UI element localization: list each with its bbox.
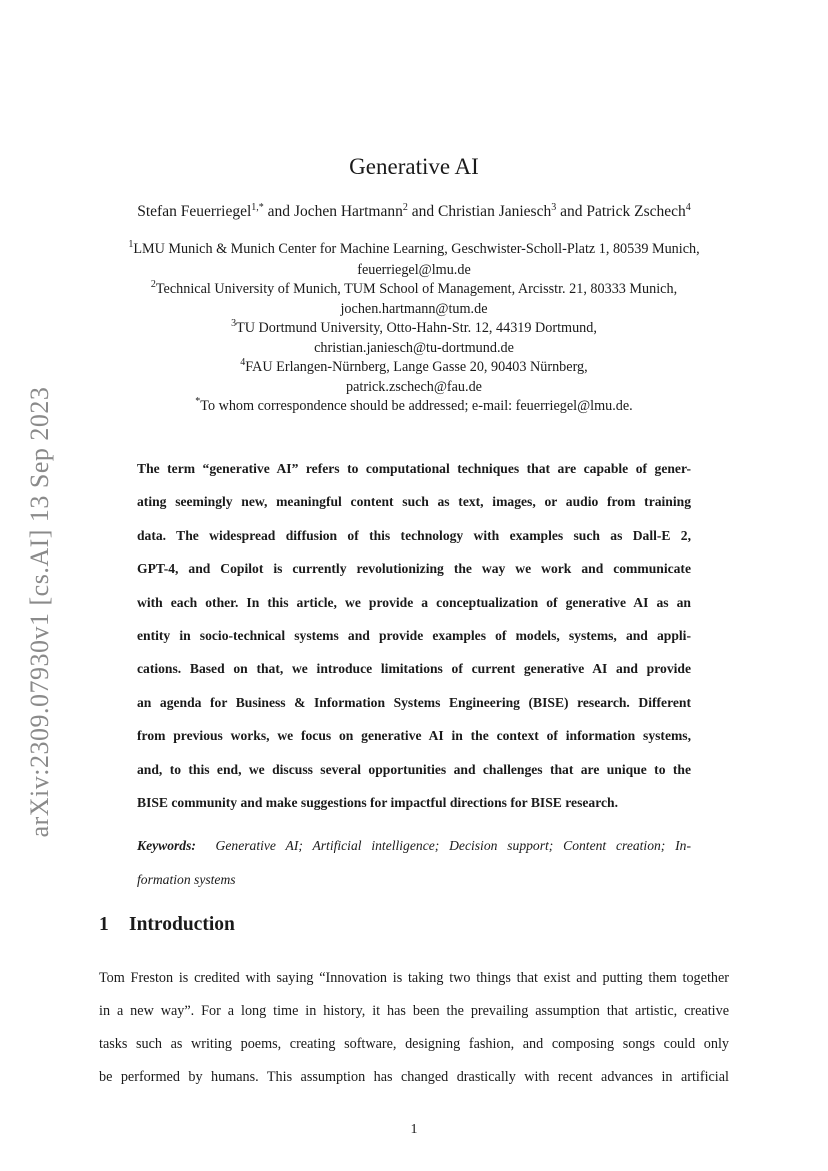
correspondence-text: To whom correspondence should be addressed; e-mail: feuerriegel@lmu.de.	[200, 398, 633, 414]
author-name: Christian Janiesch	[437, 203, 552, 220]
keywords-label: Keywords:	[137, 838, 196, 853]
abstract-line: BISE community and make suggestions for impactful directions for BISE research.	[137, 794, 618, 810]
keywords-line: formation systems	[137, 872, 236, 887]
correspondence-note	[0, 397, 828, 416]
abstract-line: data. The widespread diffusion of this technology with examples such as Dall-E 2,	[137, 527, 691, 543]
paper-title: Generative AI	[349, 154, 479, 179]
body-line: be performed by humans. This assumption has changed drastically with recent advances in artificial	[99, 1069, 729, 1085]
author-list	[0, 202, 828, 222]
section-number: 1	[99, 914, 109, 935]
abstract-line: with each other. In this article, we provide a conceptualization of generative AI as an	[137, 594, 691, 610]
author-name: Patrick Zschech	[586, 203, 686, 220]
keywords	[137, 829, 691, 897]
author-affiliation-marker: 1,*	[251, 202, 264, 213]
body-line: in a new way”. For a long time in history, it has been the prevailing assumption that artistic, creative	[99, 1003, 729, 1019]
affiliation-email: patrick.zschech@fau.de	[346, 379, 482, 395]
body-line: tasks such as writing poems, creating software, designing fashion, and composing songs could only	[99, 1036, 729, 1052]
affiliation-line	[0, 240, 828, 259]
arxiv-identifier-stamp: arXiv:2309.07930v1 [cs.AI] 13 Sep 2023	[25, 386, 54, 838]
abstract-line: an agenda for Business & Information Systems Engineering (BISE) research. Different	[137, 694, 691, 710]
affiliation-text: Technical University of Munich, TUM School of Management, Arcisstr. 21, 80333 Munich,	[155, 281, 678, 297]
author-joiner: and	[263, 203, 294, 220]
affiliation-marker: 2	[150, 279, 156, 290]
author-affiliation-marker: 3	[551, 202, 557, 213]
keywords-line	[137, 829, 691, 863]
abstract	[137, 452, 691, 819]
section-heading	[99, 911, 235, 939]
author-affiliation-marker: 2	[402, 202, 408, 213]
abstract-line: The term “generative AI” refers to computational techniques that are capable of gener-	[137, 461, 691, 476]
affiliation-line	[0, 358, 828, 377]
abstract-line: ating seemingly new, meaningful content such as text, images, or audio from training	[137, 494, 691, 510]
affiliation-text: FAU Erlangen-Nürnberg, Lange Gasse 20, 90403 Nürnberg,	[245, 359, 588, 375]
body-line: Tom Freston is credited with saying “Innovation is taking two things that exist and putting them together	[99, 970, 729, 986]
abstract-line: GPT-4, and Copilot is currently revolutionizing the way we work and communicate	[137, 561, 691, 577]
affiliation-email: feuerriegel@lmu.de	[357, 262, 471, 278]
section-title: Introduction	[129, 914, 235, 935]
affiliation-line	[0, 319, 828, 338]
abstract-line: cations. Based on that, we introduce limitations of current generative AI and provide	[137, 661, 691, 677]
abstract-line: entity in socio-technical systems and provide examples of models, systems, and appli-	[137, 627, 691, 643]
keywords-text: Generative AI; Artificial intelligence; Decision support; Content creation; In-	[215, 838, 691, 853]
affiliation-marker: 3	[231, 318, 237, 329]
affiliation-line	[0, 280, 828, 299]
author-joiner: and	[556, 203, 587, 220]
affiliation-text: TU Dortmund University, Otto-Hahn-Str. 12, 44319 Dortmund,	[236, 320, 597, 336]
body-text	[99, 962, 729, 1094]
author-name: Stefan Feuerriegel	[137, 203, 252, 220]
affiliation-marker: 4	[240, 357, 246, 368]
affiliation-email: christian.janiesch@tu-dortmund.de	[314, 340, 514, 356]
abstract-line: and, to this end, we discuss several opportunities and challenges that are unique to the	[137, 761, 691, 777]
affiliation-text: LMU Munich & Munich Center for Machine Learning, Geschwister-Scholl-Platz 1, 80539 Munich,	[133, 241, 700, 257]
page-number: 1	[410, 1122, 418, 1137]
abstract-line: from previous works, we focus on generative AI in the context of information systems,	[137, 728, 691, 744]
affiliation-marker: 1	[128, 239, 134, 250]
author-joiner: and	[407, 203, 438, 220]
author-affiliation-marker: 4	[685, 202, 691, 213]
author-name: Jochen Hartmann	[293, 203, 403, 220]
correspondence-marker: *	[195, 396, 201, 407]
affiliation-email: jochen.hartmann@tum.de	[340, 301, 488, 317]
